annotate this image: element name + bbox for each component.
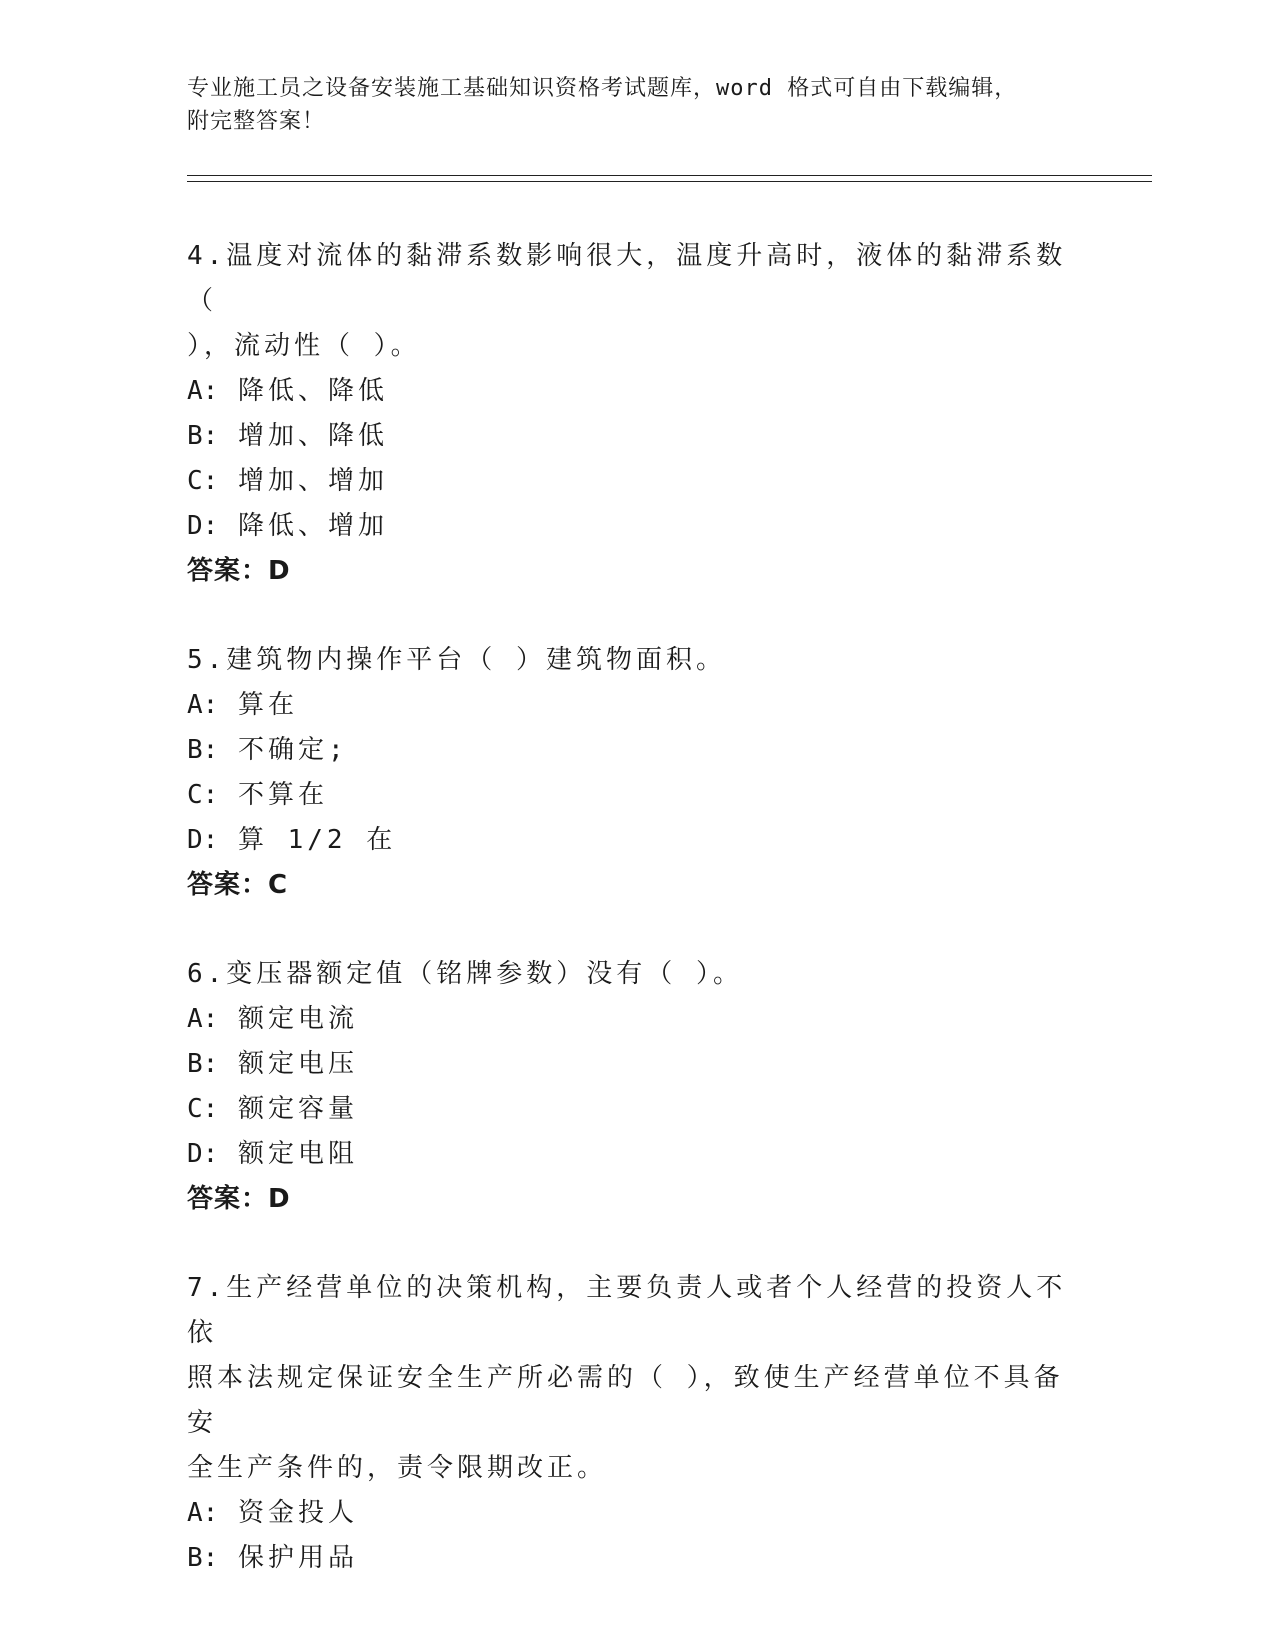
option-letter: C: bbox=[187, 780, 219, 810]
answer-option bbox=[187, 997, 1087, 1042]
option-text: 不算在 bbox=[237, 780, 328, 810]
question-block bbox=[187, 952, 1087, 1222]
option-letter: C: bbox=[187, 1094, 219, 1124]
option-text: 额定电压 bbox=[237, 1049, 358, 1079]
option-letter: D: bbox=[187, 511, 219, 541]
option-text: 增加、增加 bbox=[237, 466, 388, 496]
question-stem-line: ），流动性（ ）。 bbox=[187, 331, 421, 361]
option-letter: D: bbox=[187, 825, 219, 855]
question-stem-line: 5.建筑物内操作平台（ ）建筑物面积。 bbox=[187, 645, 726, 675]
question-block bbox=[187, 638, 1087, 908]
option-text: 算 1/2 在 bbox=[237, 825, 397, 855]
option-text: 额定电流 bbox=[237, 1004, 358, 1034]
document-header bbox=[187, 72, 1087, 138]
option-letter: B: bbox=[187, 735, 219, 765]
question-stem-line: 4.温度对流体的黏滞系数影响很大，温度升高时，液体的黏滞系数（ bbox=[187, 241, 1067, 316]
answer-option bbox=[187, 1042, 1087, 1087]
answer-option bbox=[187, 414, 1087, 459]
option-text: 保护用品 bbox=[237, 1543, 358, 1573]
question-stem-line: 7.生产经营单位的决策机构，主要负责人或者个人经营的投资人不依 bbox=[187, 1273, 1067, 1348]
question-block bbox=[187, 1266, 1087, 1581]
header-divider-bottom bbox=[187, 181, 1152, 182]
answer-key: 答案：C bbox=[187, 870, 289, 900]
option-text: 降低、降低 bbox=[237, 376, 388, 406]
answer-option bbox=[187, 459, 1087, 504]
option-text: 额定容量 bbox=[237, 1094, 358, 1124]
question-stem-line: 照本法规定保证安全生产所必需的（ ），致使生产经营单位不具备安 bbox=[187, 1363, 1064, 1438]
answer-option bbox=[187, 683, 1087, 728]
answer-option bbox=[187, 818, 1087, 863]
option-letter: A: bbox=[187, 690, 219, 720]
answer-option bbox=[187, 1491, 1087, 1536]
question-list bbox=[187, 234, 1087, 1625]
option-letter: B: bbox=[187, 421, 219, 451]
answer-option bbox=[187, 1536, 1087, 1581]
option-text: 不确定; bbox=[237, 735, 348, 765]
answer-option bbox=[187, 1087, 1087, 1132]
question-stem-line: 6.变压器额定值（铭牌参数）没有（ ）。 bbox=[187, 959, 743, 989]
answer-option bbox=[187, 773, 1087, 818]
answer-option bbox=[187, 728, 1087, 773]
answer-option bbox=[187, 504, 1087, 549]
header-line-2: 附完整答案！ bbox=[187, 109, 326, 134]
option-letter: A: bbox=[187, 376, 219, 406]
answer-option bbox=[187, 1132, 1087, 1177]
question-stem-line: 全生产条件的，责令限期改正。 bbox=[187, 1453, 608, 1483]
option-text: 算在 bbox=[237, 690, 298, 720]
option-letter: C: bbox=[187, 466, 219, 496]
option-letter: A: bbox=[187, 1498, 219, 1528]
option-letter: A: bbox=[187, 1004, 219, 1034]
answer-key: 答案：D bbox=[187, 556, 291, 586]
option-letter: B: bbox=[187, 1543, 219, 1573]
option-text: 额定电阻 bbox=[237, 1139, 358, 1169]
header-divider-top bbox=[187, 175, 1152, 176]
answer-key: 答案：D bbox=[187, 1184, 291, 1214]
option-text: 降低、增加 bbox=[237, 511, 388, 541]
option-text: 资金投人 bbox=[237, 1498, 358, 1528]
question-block bbox=[187, 234, 1087, 594]
answer-option bbox=[187, 369, 1087, 414]
header-line-1: 专业施工员之设备安装施工基础知识资格考试题库，word 格式可自由下载编辑， bbox=[187, 76, 1018, 101]
option-text: 增加、降低 bbox=[237, 421, 388, 451]
option-letter: D: bbox=[187, 1139, 219, 1169]
option-letter: B: bbox=[187, 1049, 219, 1079]
